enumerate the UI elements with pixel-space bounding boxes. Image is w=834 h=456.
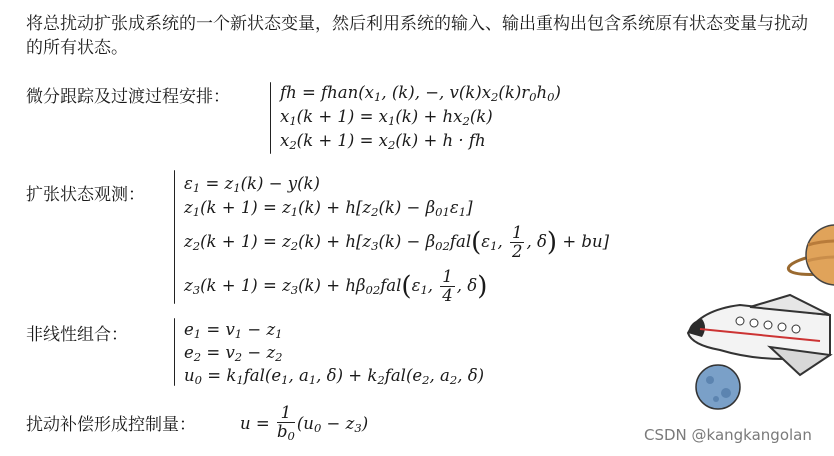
intro-paragraph: 将总扰动扩张成系统的一个新状态变量，然后利用系统的输入、输出重构出包含系统原有状态变量与扰动的所有状态。 <box>26 14 808 58</box>
td-equations: fh = $fhan(x_1$, (k), −, $v(k)x_2(k)r_0h_0$) $x_1(k + 1) = x_1(k) + hx_2(k)$ $x_2(k + 1) = x_2(k) + h$ · fh <box>270 80 630 160</box>
nlc-equations: $e_1 = v_1 - z_1$ $e_2 = v_2 - z_2$ $u_0 = k_1fal(e_1$, $a_1$, $\delta) + k_2fal(e_2$, $a_2$, δ) <box>174 316 534 390</box>
planet-icon <box>787 225 834 285</box>
moon-icon <box>696 365 740 409</box>
comp-equation: u = $\frac{1}{b_0}$ $(u_0 - z_3)$ <box>240 403 369 443</box>
nlc-section-label: 非线性组合： <box>26 325 128 345</box>
space-illustration <box>680 215 834 415</box>
eso-section-label: 扩张状态观测： <box>26 185 145 205</box>
space-shuttle-icon <box>688 295 830 375</box>
td-section-label: 微分跟踪及过渡过程安排： <box>26 87 230 107</box>
watermark: CSDN @kangkangolan <box>644 426 812 444</box>
eso-equations: $\varepsilon_1 = z_1(k) - y(k)$ $z_1(k + 1) = z_1(k) + h[z_2(k) - \beta_{01}\varepsilon_1]$ $z_2(k + 1) = z_2(k) + h[z_3(k) - \beta_{02}fal(\varepsilon_1$, $\frac{1}{2}$ , δ) + bu] $z_3(k + 1) = z_3(k) + h\beta_{02}fal(\varepsilon_1$, $\frac{1}{4}$ , δ) <box>174 168 634 308</box>
comp-section-label: 扰动补偿形成控制量： <box>26 415 196 435</box>
